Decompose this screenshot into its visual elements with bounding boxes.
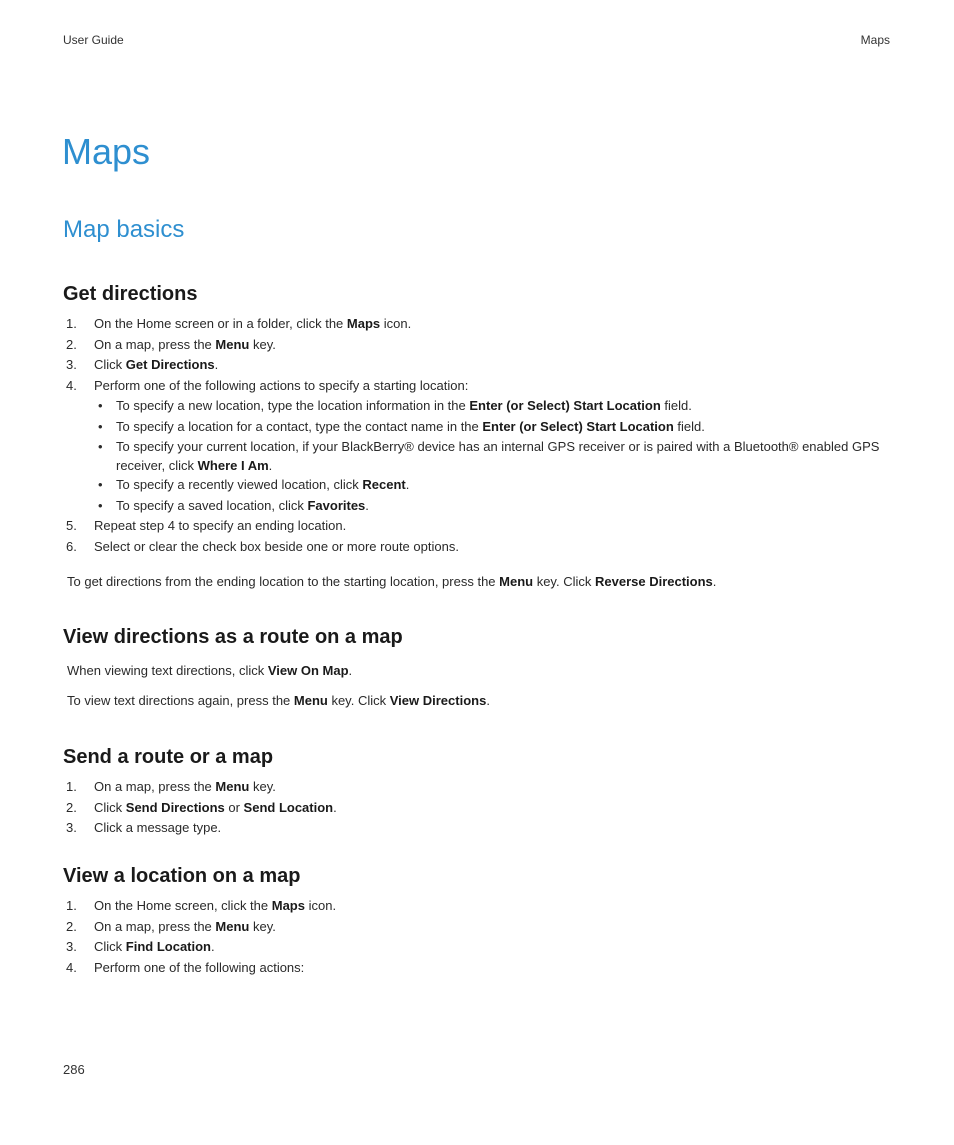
send-route-heading: Send a route or a map [63, 746, 274, 768]
get-directions-heading: Get directions [63, 283, 198, 305]
view-route-heading: View directions as a route on a map [63, 626, 403, 648]
list-item: 1. On the Home screen or in a folder, click the Maps icon. [66, 316, 412, 331]
list-item: 2. On a map, press the Menu key. [66, 336, 276, 352]
bullet-item: • To specify a saved location, click Favorites. [98, 497, 369, 513]
running-header-left: User Guide [63, 33, 124, 47]
list-item: 2. Click Send Directions or Send Location. [66, 799, 337, 815]
bullet-item: • To specify a new location, type the location information in the Enter (or Select) Start Location field. [98, 398, 692, 413]
view-directions-paragraph: To view text directions again, press the Menu key. Click View Directions. [67, 693, 490, 708]
list-item: 2. On a map, press the Menu key. [66, 918, 276, 934]
running-header-right: Maps [860, 33, 890, 47]
list-item: 4. Perform one of the following actions: [66, 959, 305, 975]
bullet-item: • To specify your current location, if your BlackBerry® device has an internal GPS receiver or is paired with a Bluetooth® enabled GPS receiver, click Where I Am. [98, 439, 880, 473]
list-item: 1. On the Home screen, click the Maps icon. [66, 898, 337, 913]
view-location-heading: View a location on a map [63, 865, 301, 887]
view-location-steps [63, 896, 893, 978]
list-item: 1. On a map, press the Menu key. [66, 779, 276, 794]
reverse-directions-note: To get directions from the ending location to the starting location, press the Menu key. Click Reverse Directions. [67, 574, 717, 589]
list-item: 3. Click a message type. [66, 820, 222, 835]
list-item: 3. Click Get Directions. [66, 357, 219, 372]
bullet-item: • To specify a location for a contact, type the contact name in the Enter (or Select) Start Location field. [98, 418, 705, 434]
list-item: 5. Repeat step 4 to specify an ending location. [66, 518, 347, 533]
bullet-item: • To specify a recently viewed location, click Recent. [98, 477, 410, 492]
section-title: Map basics [63, 216, 185, 243]
send-route-steps [63, 777, 893, 839]
list-item: 6. Select or clear the check box beside one or more route options. [66, 538, 459, 554]
page-number: 286 [63, 1062, 85, 1077]
list-item: 4. Perform one of the following actions to specify a starting location: [66, 377, 469, 393]
view-route-paragraph: When viewing text directions, click View On Map. [67, 663, 353, 678]
list-item: 3. Click Find Location. [66, 939, 215, 954]
get-directions-steps [63, 314, 893, 557]
page-title: Maps [62, 131, 151, 172]
